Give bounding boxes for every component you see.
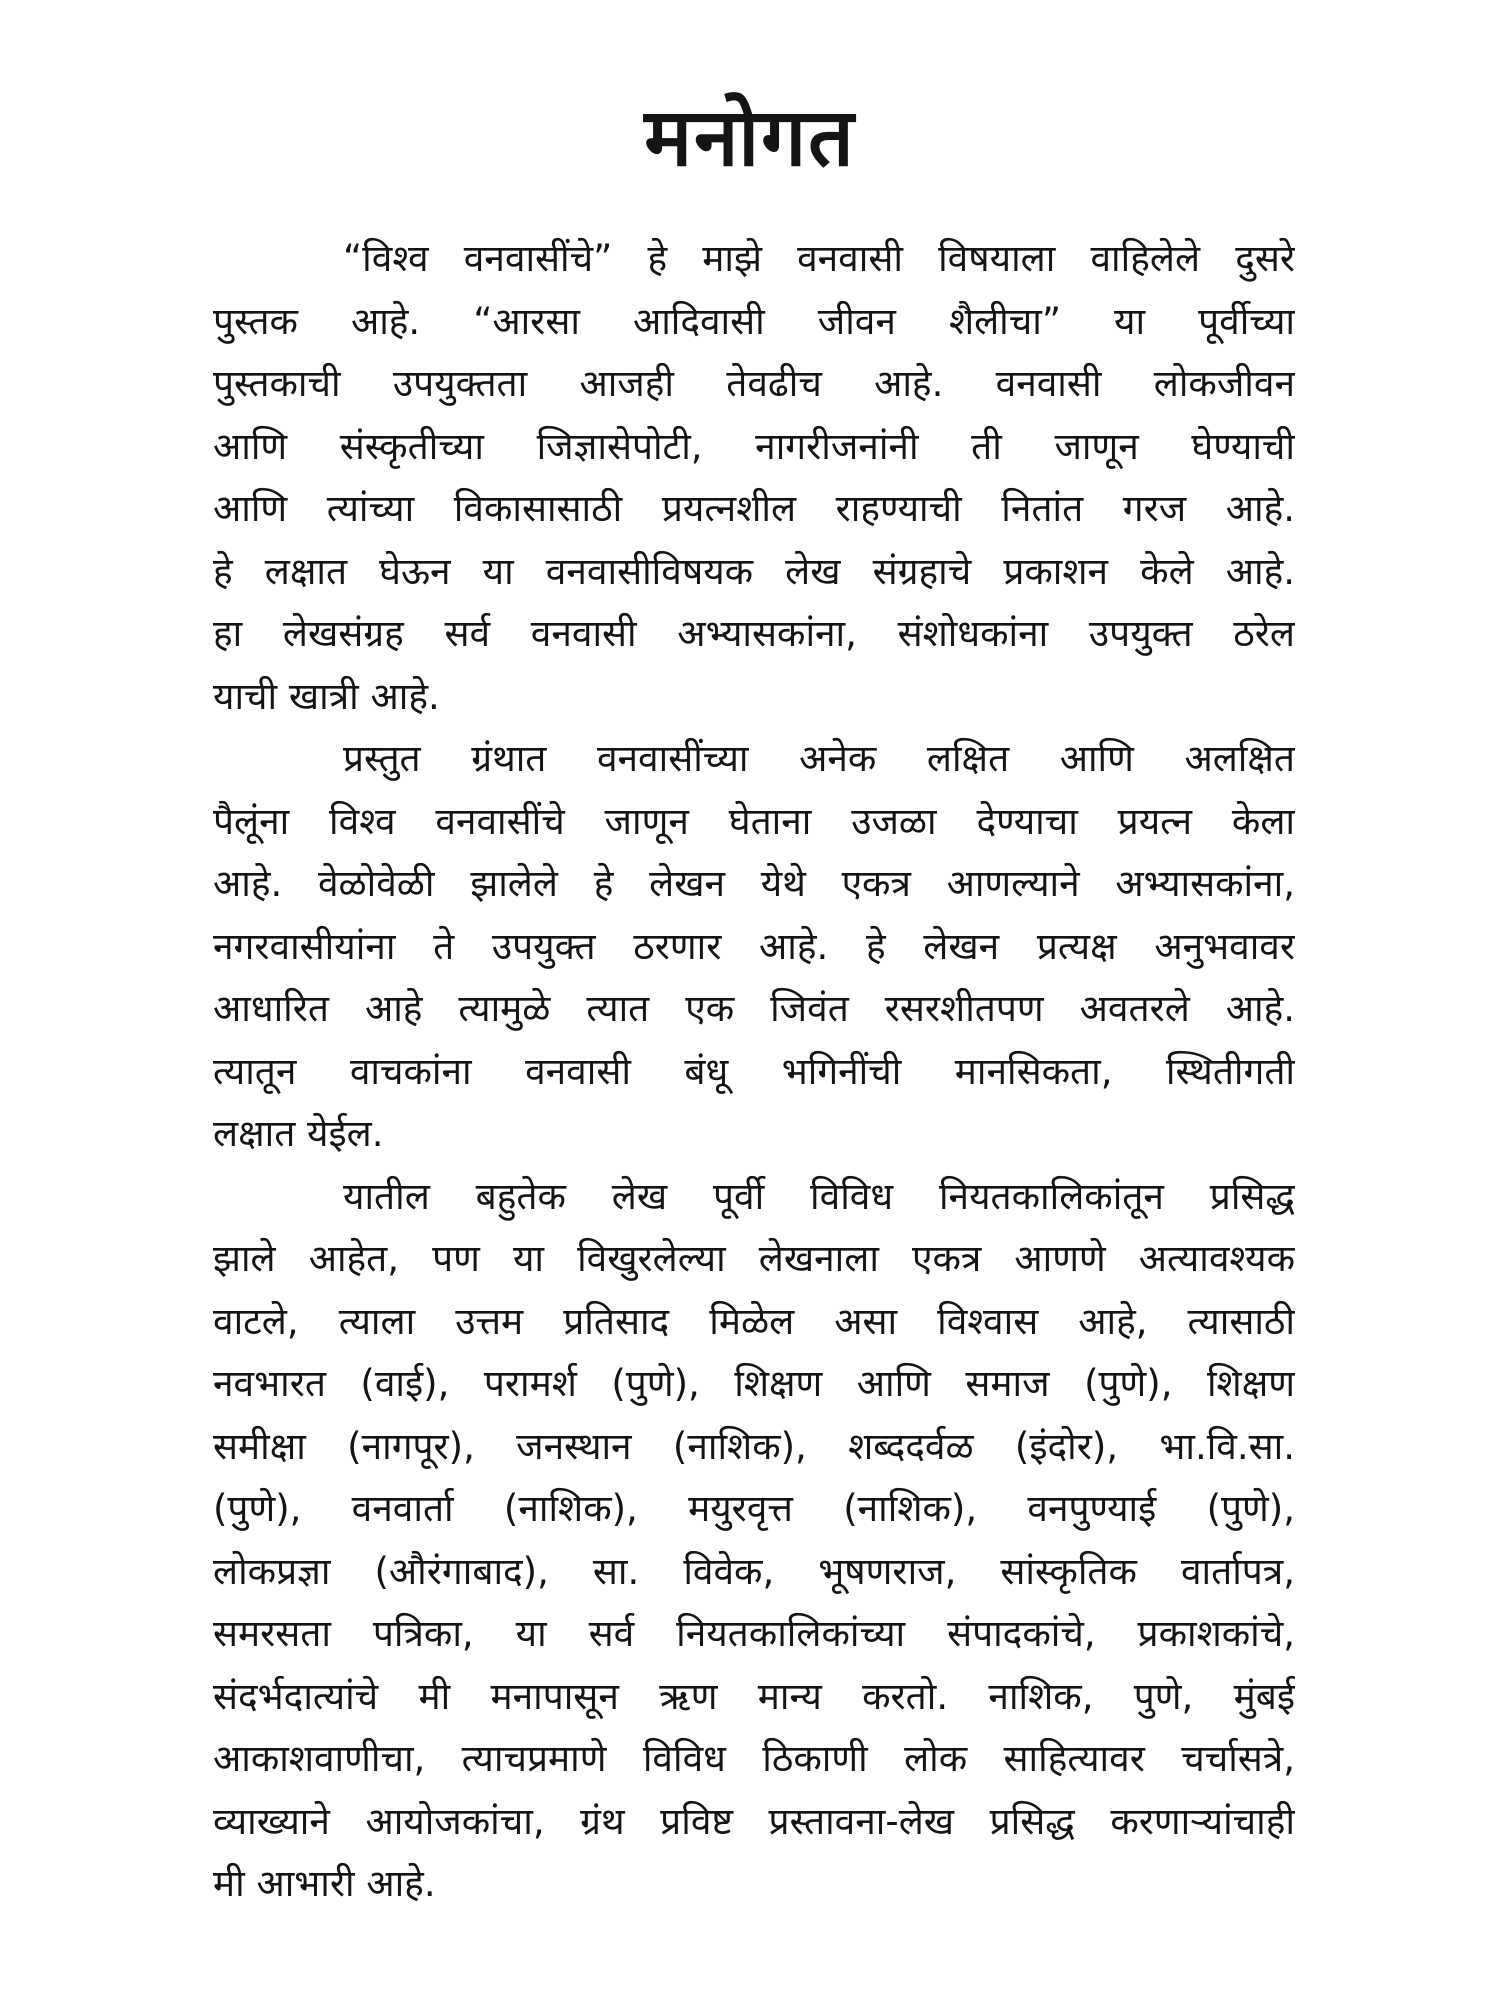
text-line: व्याख्याने आयोजकांचा, ग्रंथ प्रविष्ट प्रस्तावना-लेख प्रसिद्ध करणाऱ्यांचाही (213, 1799, 1295, 1843)
text-line: याची खात्री आहे. (213, 674, 440, 718)
text-line: प्रस्तुत ग्रंथात वनवासींच्या अनेक लक्षित आणि अलक्षित (343, 737, 1295, 780)
text-line: आधारित आहे त्यामुळे त्यात एक जिवंत रसरशीतपण अवतरले आहे. (213, 987, 1295, 1030)
text-line: झाले आहेत, पण या विखुरलेल्या लेखनाला एकत्र आणणे अत्यावश्यक (213, 1237, 1295, 1280)
text-line: वाटले, त्याला उत्तम प्रतिसाद मिळेल असा विश्वास आहे, त्यासाठी (213, 1299, 1295, 1343)
text-line: त्यातून वाचकांना वनवासी बंधू भगिनींची मानसिकता, स्थितीगती (213, 1049, 1295, 1093)
text-line: (पुणे), वनवार्ता (नाशिक), मयुरवृत्त (नाशिक), वनपुण्याई (पुणे), (213, 1487, 1295, 1530)
text-line: समीक्षा (नागपूर), जनस्थान (नाशिक), शब्ददर्वळ (इंदोर), भा.वि.सा. (213, 1424, 1295, 1468)
text-line: समरसता पत्रिका, या सर्व नियतकालिकांच्या संपादकांचे, प्रकाशकांचे, (213, 1612, 1295, 1655)
text-line: नगरवासीयांना ते उपयुक्त ठरणार आहे. हे लेखन प्रत्यक्ष अनुभवावर (213, 924, 1295, 968)
text-line: हे लक्षात घेऊन या वनवासीविषयक लेख संग्रहाचे प्रकाशन केले आहे. (213, 549, 1295, 593)
text-line: मी आभारी आहे. (213, 1862, 436, 1905)
text-line: आणि त्यांच्या विकासासाठी प्रयत्नशील राहण्याची नितांत गरज आहे. (213, 487, 1295, 530)
text-line: पुस्तक आहे. “आरसा आदिवासी जीवन शैलीचा” या पूर्वीच्या (213, 299, 1295, 343)
text-line: पैलूंना विश्व वनवासींचे जाणून घेताना उजळा देण्याचा प्रयत्न केला (213, 799, 1295, 843)
text-line: आकाशवाणीचा, त्याचप्रमाणे विविध ठिकाणी लोक साहित्यावर चर्चासत्रे, (213, 1737, 1295, 1780)
text-line: लोकप्रज्ञा (औरंगाबाद), सा. विवेक, भूषणराज, सांस्कृतिक वार्तापत्र, (213, 1549, 1295, 1593)
text-line: “विश्व वनवासींचे” हे माझे वनवासी विषयाला वाहिलेले दुसरे (343, 237, 1295, 280)
text-line: संदर्भदात्यांचे मी मनापासून ऋण मान्य करतो. नाशिक, पुणे, मुंबई (213, 1674, 1295, 1718)
text-line: यातील बहुतेक लेख पूर्वी विविध नियतकालिकांतून प्रसिद्ध (343, 1174, 1295, 1218)
text-line: हा लेखसंग्रह सर्व वनवासी अभ्यासकांना, संशोधकांना उपयुक्त ठरेल (213, 612, 1295, 655)
text-line: पुस्तकाची उपयुक्तता आजही तेवढीच आहे. वनवासी लोकजीवन (213, 362, 1295, 405)
text-line: आहे. वेळोवेळी झालेले हे लेखन येथे एकत्र आणल्याने अभ्यासकांना, (213, 862, 1295, 905)
text-line: आणि संस्कृतीच्या जिज्ञासेपोटी, नागरीजनांनी ती जाणून घेण्याची (213, 424, 1295, 468)
text-line: लक्षात येईल. (213, 1112, 384, 1155)
page-title: मनोगत (644, 91, 856, 184)
text-line: नवभारत (वाई), परामर्श (पुणे), शिक्षण आणि समाज (पुणे), शिक्षण (213, 1362, 1295, 1405)
body-text (213, 228, 1295, 1916)
